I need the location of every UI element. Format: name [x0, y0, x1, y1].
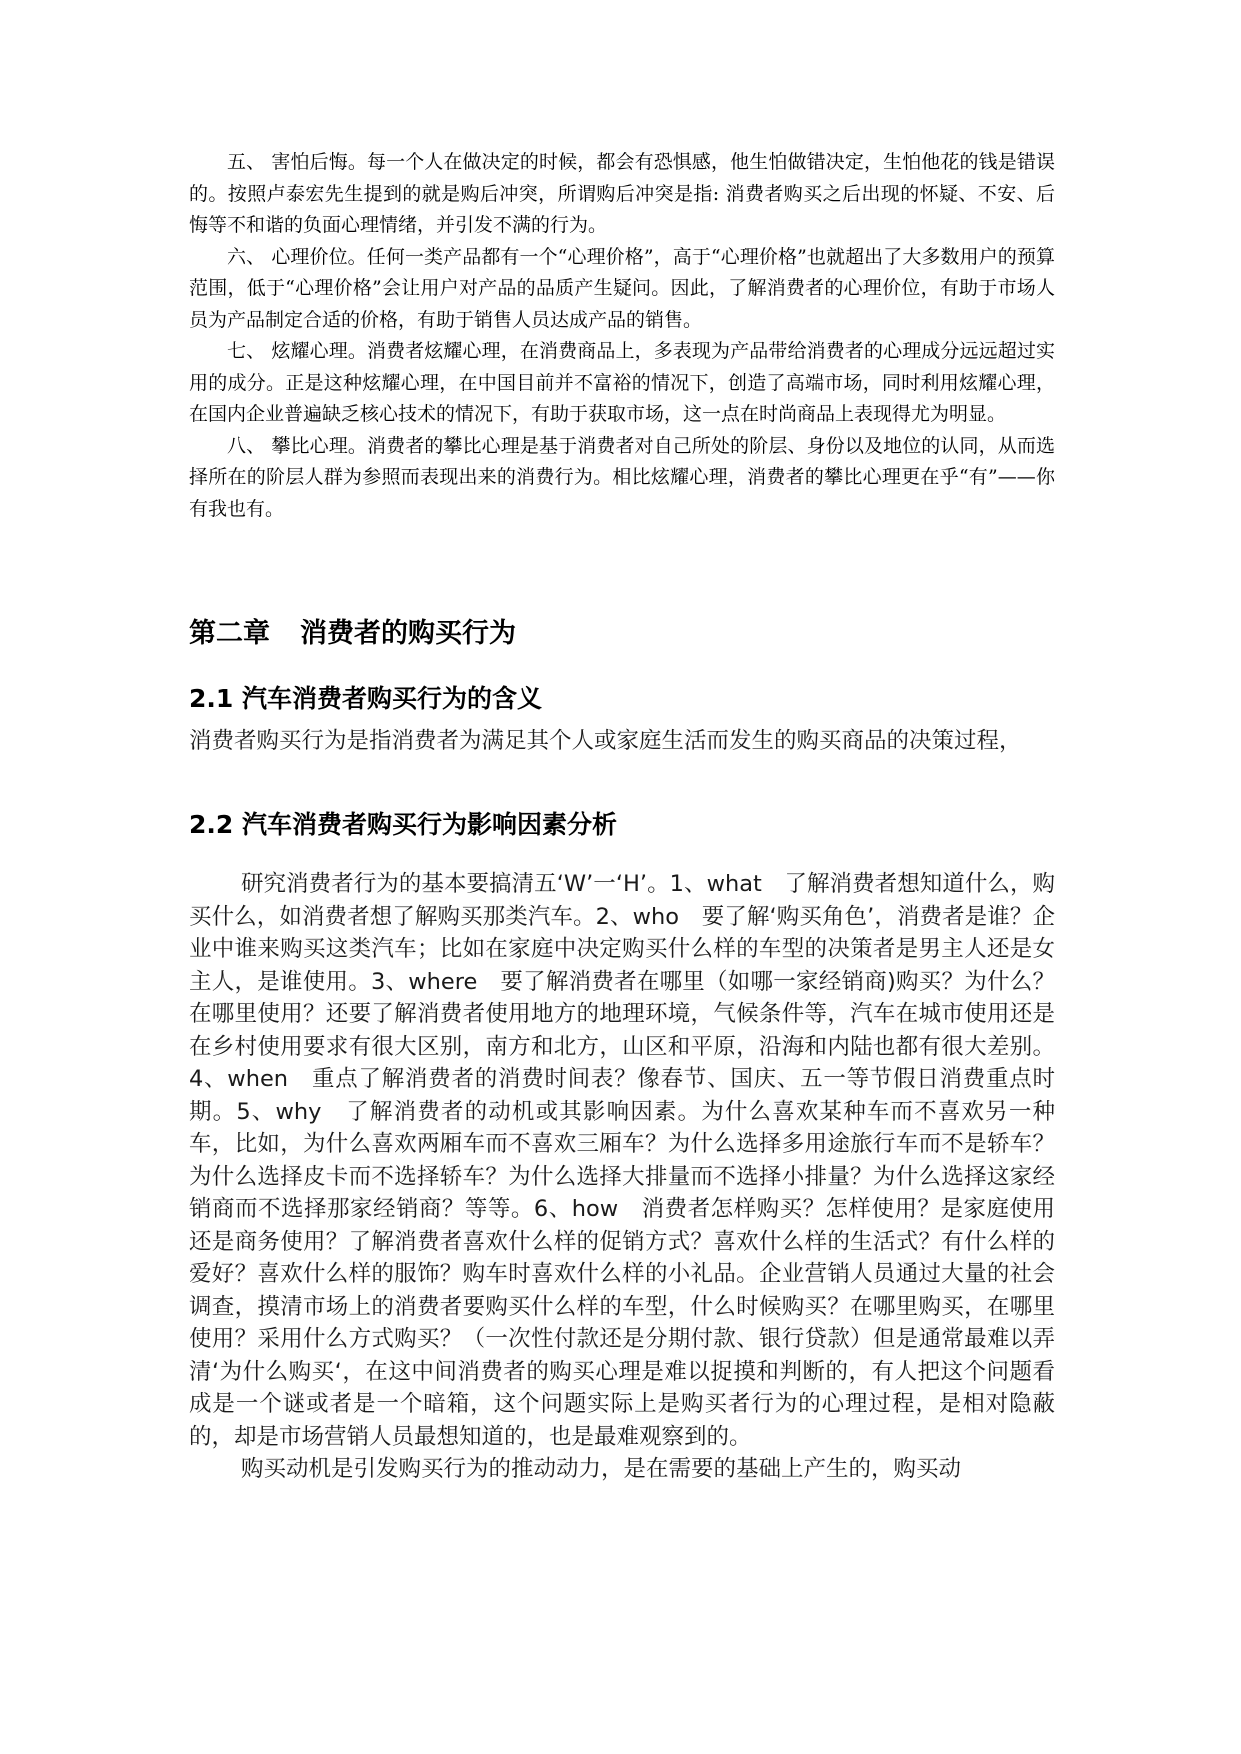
section-2-1-heading: 2.1 汽车消费者购买行为的含义	[189, 684, 542, 713]
paragraph-comparison: 八、 攀比心理。消费者的攀比心理是基于消费者对自己所处的阶层、身份以及地位的认同，从而选择所在的阶层人群为参照而表现出来的消费行为。相比炫耀心理，消费者的攀比心理更在乎“有”——你有我也有。	[189, 434, 1055, 520]
paragraph-show-off: 七、 炫耀心理。消费者炫耀心理，在消费商品上，多表现为产品带给消费者的心理成分远远超过实用的成分。正是这种炫耀心理，在中国目前并不富裕的情况下，创造了高端市场，同时利用炫耀心理，在国内企业普遍缺乏核心技术的情况下，有助于获取市场，这一点在时尚商品上表现得尤为明显。	[189, 340, 1055, 425]
section-2-2-heading: 2.2 汽车消费者购买行为影响因素分析	[189, 810, 617, 839]
chapter-heading	[189, 616, 1055, 652]
paragraph-psychological-price: 六、 心理价位。任何一类产品都有一个“心理价格”，高于“心理价格”也就超出了大多数用户的预算范围，低于“心理价格”会让用户对产品的品质产生疑问。因此，了解消费者的心理价位，有助于市场人员为产品制定合适的价格，有助于销售人员达成产品的销售。	[189, 245, 1055, 331]
section-2-1	[189, 682, 1055, 758]
chapter-number: 第二章	[189, 618, 270, 649]
section-2-2	[189, 808, 1055, 1486]
paragraph-regret: 五、 害怕后悔。每一个人在做决定的时候，都会有恐惧感，他生怕做错决定，生怕他花的钱是错误的。按照卢泰宏先生提到的就是购后冲突，所谓购后冲突是指: 消费者购买之后出现的怀疑、不安、后悔等不和谐的负面心理情绪，并引发不满的行为。	[189, 151, 1055, 236]
section-2-2-body-1: 研究消费者行为的基本要搞清五‘W’一‘H’。1、what 了解消费者想知道什么，购买什么，如消费者想了解购买那类汽车。2、who 要了解‘购买角色’，消费者是谁？企业中谁来购买这类汽车；比如在家庭中决定购买什么样的车型的决策者是男主人还是女主人，是谁使用。3、where 要了解消费者在哪里（如哪一家经销商)购买？为什么？在哪里使用？还要了解消费者使用地方的地理环境，气候条件等，汽车在城市使用还是在乡村使用要求有很大区别，南方和北方，山区和平原，沿海和内陆也都有很大差别。4、when 重点了解消费者的消费时间表？像春节、国庆、五一等节假日消费重点时期。5、why 了解消费者的动机或其影响因素。为什么喜欢某种车而不喜欢另一种车，比如，为什么喜欢两厢车而不喜欢三厢车？为什么选择多用途旅行车而不是轿车？为什么选择皮卡而不选择轿车？为什么选择大排量而不选择小排量？为什么选择这家经销商而不选择那家经销商？等等。6、how 消费者怎样购买？怎样使用？是家庭使用还是商务使用？了解消费者喜欢什么样的促销方式？喜欢什么样的生活式？有什么样的爱好？喜欢什么样的服饰？购车时喜欢什么样的小礼品。企业营销人员通过大量的社会调查，摸清市场上的消费者要购买什么样的车型，什么时候购买？在哪里购买，在哪里使用？采用什么方式购买？（一次性付款还是分期付款、银行贷款）但是通常最难以弄清‘为什么购买‘，在这中间消费者的购买心理是难以捉摸和判断的，有人把这个问题看成是一个谜或者是一个暗箱，这个问题实际上是购买者行为的心理过程，是相对隐蔽的，却是市场营销人员最想知道的，也是最难观察到的。	[189, 871, 1055, 1450]
section-2-2-body-2: 购买动机是引发购买行为的推动动力，是在需要的基础上产生的，购买动	[241, 1456, 962, 1482]
psychology-paragraphs	[189, 147, 1055, 525]
section-2-1-body: 消费者购买行为是指消费者为满足其个人或家庭生活而发生的购买商品的决策过程，	[189, 728, 1022, 754]
chapter-title: 消费者的购买行为	[300, 618, 516, 649]
